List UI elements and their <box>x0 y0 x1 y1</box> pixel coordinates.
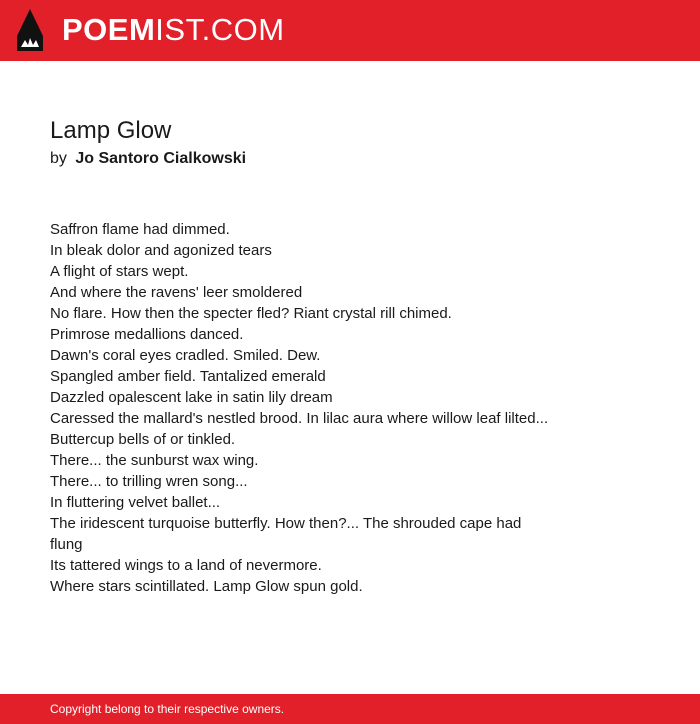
logo-light-text: IST.COM <box>155 12 285 47</box>
pencil-icon[interactable] <box>17 9 43 51</box>
poem-line: And where the ravens' leer smoldered <box>50 284 303 301</box>
poem-line: Its tattered wings to a land of nevermore. <box>50 557 322 574</box>
poem-line: Primrose medallions danced. <box>50 326 244 343</box>
poem-title: Lamp Glow <box>50 117 172 144</box>
byline <box>50 149 246 169</box>
poem-line: There... to trilling wren song... <box>50 473 248 490</box>
poem-line: Dawn's coral eyes cradled. Smiled. Dew. <box>50 347 321 364</box>
poem-line: No flare. How then the specter fled? Riant crystal rill chimed. <box>50 305 452 322</box>
site-header <box>0 0 700 61</box>
poem-line: Where stars scintillated. Lamp Glow spun gold. <box>50 578 363 595</box>
poem-line: Buttercup bells of or tinkled. <box>50 431 236 448</box>
copyright-notice: Copyright belong to their respective owners. <box>50 702 285 716</box>
poem-line: In bleak dolor and agonized tears <box>50 242 272 259</box>
poem-line: Spangled amber field. Tantalized emerald <box>50 368 326 385</box>
poem-line: Saffron flame had dimmed. <box>50 221 230 238</box>
byline-prefix: by <box>50 150 67 167</box>
site-logo[interactable] <box>62 12 285 48</box>
poem-line: A flight of stars wept. <box>50 263 189 280</box>
poem-line: Caressed the mallard's nestled brood. In lilac aura where willow leaf lilted... <box>50 410 549 427</box>
poem-line: The iridescent turquoise butterfly. How then?... The shrouded cape had flung <box>50 515 522 553</box>
logo-bold-text: POEM <box>62 12 156 47</box>
author-name: Jo Santoro Cialkowski <box>75 150 247 167</box>
poem-line: Dazzled opalescent lake in satin lily dream <box>50 389 333 406</box>
site-footer <box>0 694 700 724</box>
poem-body <box>50 219 550 597</box>
poem-line: In fluttering velvet ballet... <box>50 494 221 511</box>
poem-line: There... the sunburst wax wing. <box>50 452 259 469</box>
